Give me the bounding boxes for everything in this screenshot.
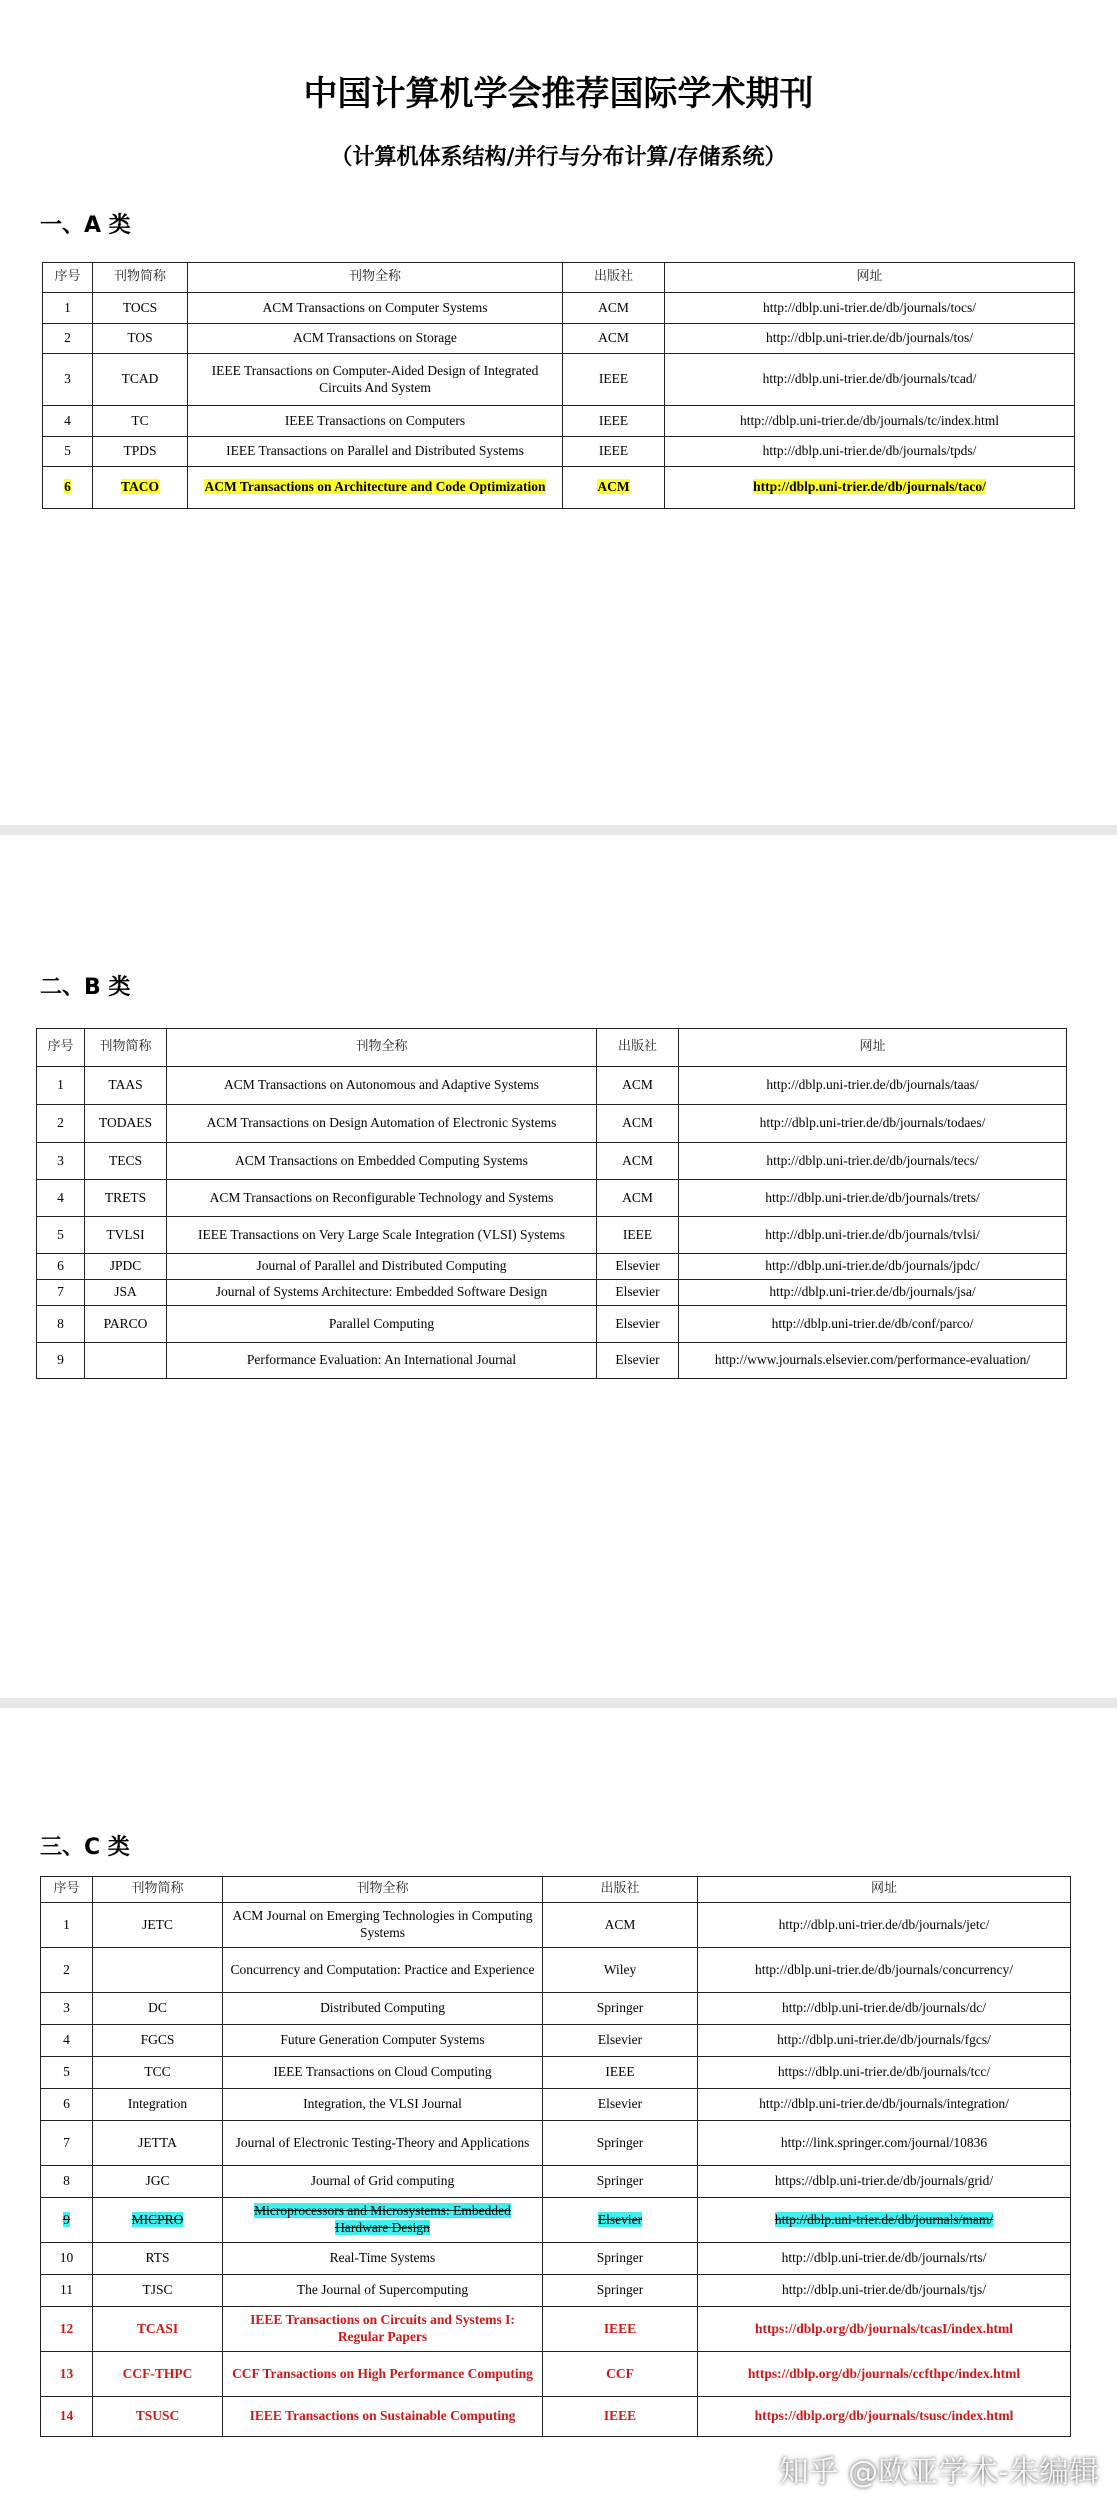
document-page-1 bbox=[0, 0, 1117, 825]
table-row bbox=[43, 406, 1075, 437]
cell-full: Distributed Computing bbox=[223, 1993, 543, 2025]
cell-url[interactable]: http://dblp.uni-trier.de/db/journals/tvlsi/ bbox=[679, 1217, 1067, 1254]
cell-url[interactable]: http://dblp.uni-trier.de/db/journals/tc/index.html bbox=[665, 406, 1075, 437]
col-header-url: 网址 bbox=[665, 263, 1075, 293]
cell-publisher: Elsevier bbox=[543, 2198, 698, 2243]
document-title: 中国计算机学会推荐国际学术期刊 bbox=[303, 74, 814, 114]
cell-url[interactable]: http://dblp.uni-trier.de/db/journals/taas/ bbox=[679, 1067, 1067, 1105]
cell-no: 3 bbox=[43, 354, 93, 406]
cell-full: ACM Journal on Emerging Technologies in Computing Systems bbox=[223, 1903, 543, 1948]
col-header-no: 序号 bbox=[37, 1029, 85, 1067]
cell-no: 3 bbox=[41, 1993, 93, 2025]
cell-abbr: DC bbox=[93, 1993, 223, 2025]
cell-abbr: TECS bbox=[85, 1143, 167, 1180]
table-row bbox=[43, 324, 1075, 354]
cell-abbr bbox=[85, 1343, 167, 1379]
col-header-full: 刊物全称 bbox=[188, 263, 563, 293]
cell-url[interactable]: http://dblp.uni-trier.de/db/journals/mam/ bbox=[698, 2198, 1071, 2243]
col-header-no: 序号 bbox=[43, 263, 93, 293]
cell-no: 2 bbox=[37, 1105, 85, 1143]
cell-no: 4 bbox=[41, 2025, 93, 2057]
cell-url[interactable]: http://dblp.uni-trier.de/db/journals/taco/ bbox=[665, 467, 1075, 509]
cell-full: Future Generation Computer Systems bbox=[223, 2025, 543, 2057]
table-row bbox=[37, 1343, 1067, 1379]
cell-no: 6 bbox=[37, 1254, 85, 1280]
table-row bbox=[43, 354, 1075, 406]
cell-publisher: IEEE bbox=[543, 2397, 698, 2437]
cell-no: 5 bbox=[41, 2057, 93, 2089]
table-row bbox=[37, 1105, 1067, 1143]
cell-url[interactable]: http://dblp.uni-trier.de/db/journals/tpds/ bbox=[665, 437, 1075, 467]
cell-publisher: CCF bbox=[543, 2352, 698, 2397]
col-header-full: 刊物全称 bbox=[223, 1877, 543, 1903]
cell-abbr: TODAES bbox=[85, 1105, 167, 1143]
cell-publisher: IEEE bbox=[563, 406, 665, 437]
table-row bbox=[41, 2089, 1071, 2121]
cell-publisher: Springer bbox=[543, 2243, 698, 2275]
cell-full: Journal of Electronic Testing-Theory and Applications bbox=[223, 2121, 543, 2166]
cell-publisher: IEEE bbox=[597, 1217, 679, 1254]
cell-publisher: Springer bbox=[543, 1993, 698, 2025]
cell-full: ACM Transactions on Computer Systems bbox=[188, 293, 563, 324]
table-row-struck bbox=[41, 2198, 1071, 2243]
cell-url[interactable]: http://dblp.uni-trier.de/db/journals/dc/ bbox=[698, 1993, 1071, 2025]
cell-full: IEEE Transactions on Sustainable Computing bbox=[223, 2397, 543, 2437]
table-row bbox=[41, 2275, 1071, 2307]
cell-no: 5 bbox=[37, 1217, 85, 1254]
cell-url[interactable]: http://dblp.uni-trier.de/db/journals/jpdc/ bbox=[679, 1254, 1067, 1280]
cell-abbr: TRETS bbox=[85, 1180, 167, 1217]
table-row bbox=[41, 2166, 1071, 2198]
cell-abbr: TOS bbox=[93, 324, 188, 354]
col-header-publisher: 出版社 bbox=[563, 263, 665, 293]
cell-no: 9 bbox=[41, 2198, 93, 2243]
cell-abbr: TPDS bbox=[93, 437, 188, 467]
cell-no: 4 bbox=[43, 406, 93, 437]
cell-abbr: JPDC bbox=[85, 1254, 167, 1280]
col-header-publisher: 出版社 bbox=[543, 1877, 698, 1903]
section-c-heading: 三、C 类 bbox=[40, 1835, 130, 1860]
table-b bbox=[36, 1028, 1067, 1379]
cell-url[interactable]: http://dblp.uni-trier.de/db/journals/tjs/ bbox=[698, 2275, 1071, 2307]
cell-no: 2 bbox=[43, 324, 93, 354]
cell-no: 6 bbox=[41, 2089, 93, 2121]
table-row bbox=[41, 2243, 1071, 2275]
cell-no: 7 bbox=[41, 2121, 93, 2166]
cell-no: 8 bbox=[37, 1306, 85, 1343]
cell-full: Concurrency and Computation: Practice and Experience bbox=[223, 1948, 543, 1993]
cell-publisher: Elsevier bbox=[543, 2025, 698, 2057]
cell-url[interactable]: http://dblp.uni-trier.de/db/journals/tos/ bbox=[665, 324, 1075, 354]
cell-full: IEEE Transactions on Circuits and Systems I: Regular Papers bbox=[223, 2307, 543, 2352]
cell-publisher: IEEE bbox=[563, 437, 665, 467]
cell-url[interactable]: http://dblp.uni-trier.de/db/journals/jetc/ bbox=[698, 1903, 1071, 1948]
table-row bbox=[41, 2121, 1071, 2166]
cell-no: 5 bbox=[43, 437, 93, 467]
cell-abbr: TVLSI bbox=[85, 1217, 167, 1254]
cell-url[interactable]: https://dblp.uni-trier.de/db/journals/tcc/ bbox=[698, 2057, 1071, 2089]
cell-abbr: Integration bbox=[93, 2089, 223, 2121]
cell-no: 1 bbox=[37, 1067, 85, 1105]
cell-publisher: ACM bbox=[563, 324, 665, 354]
cell-full: CCF Transactions on High Performance Computing bbox=[223, 2352, 543, 2397]
cell-publisher: Springer bbox=[543, 2121, 698, 2166]
col-header-abbr: 刊物简称 bbox=[85, 1029, 167, 1067]
table-row bbox=[41, 2025, 1071, 2057]
document-subtitle: （计算机体系结构/并行与分布计算/存储系统） bbox=[330, 145, 787, 170]
cell-full: ACM Transactions on Architecture and Code Optimization bbox=[188, 467, 563, 509]
cell-url[interactable]: http://dblp.uni-trier.de/db/journals/todaes/ bbox=[679, 1105, 1067, 1143]
table-row-new bbox=[41, 2397, 1071, 2437]
cell-abbr: MICPRO bbox=[93, 2198, 223, 2243]
cell-no: 14 bbox=[41, 2397, 93, 2437]
cell-no: 2 bbox=[41, 1948, 93, 1993]
col-header-full: 刊物全称 bbox=[167, 1029, 597, 1067]
cell-full: Journal of Parallel and Distributed Computing bbox=[167, 1254, 597, 1280]
table-a bbox=[42, 262, 1075, 509]
cell-publisher: Elsevier bbox=[597, 1306, 679, 1343]
cell-full: ACM Transactions on Autonomous and Adaptive Systems bbox=[167, 1067, 597, 1105]
col-header-url: 网址 bbox=[698, 1877, 1071, 1903]
cell-no: 4 bbox=[37, 1180, 85, 1217]
cell-full: Parallel Computing bbox=[167, 1306, 597, 1343]
cell-url[interactable]: http://dblp.uni-trier.de/db/journals/integration/ bbox=[698, 2089, 1071, 2121]
table-row bbox=[37, 1180, 1067, 1217]
cell-full: Integration, the VLSI Journal bbox=[223, 2089, 543, 2121]
cell-publisher: IEEE bbox=[563, 354, 665, 406]
table-row bbox=[41, 1993, 1071, 2025]
table-row-new bbox=[41, 2352, 1071, 2397]
cell-abbr: TACO bbox=[93, 467, 188, 509]
cell-abbr: TCAD bbox=[93, 354, 188, 406]
cell-no: 8 bbox=[41, 2166, 93, 2198]
cell-abbr: RTS bbox=[93, 2243, 223, 2275]
cell-no: 13 bbox=[41, 2352, 93, 2397]
table-row-highlighted bbox=[43, 467, 1075, 509]
col-header-no: 序号 bbox=[41, 1877, 93, 1903]
cell-url[interactable]: https://dblp.uni-trier.de/db/journals/grid/ bbox=[698, 2166, 1071, 2198]
cell-url[interactable]: http://dblp.uni-trier.de/db/journals/trets/ bbox=[679, 1180, 1067, 1217]
cell-full: ACM Transactions on Storage bbox=[188, 324, 563, 354]
cell-abbr: TC bbox=[93, 406, 188, 437]
table-row bbox=[37, 1067, 1067, 1105]
cell-publisher: ACM bbox=[543, 1903, 698, 1948]
watermark-text: 知乎 @欧亚学术-朱编辑 bbox=[778, 2455, 1099, 2490]
cell-no: 3 bbox=[37, 1143, 85, 1180]
cell-abbr bbox=[93, 1948, 223, 1993]
cell-url[interactable]: https://dblp.org/db/journals/tsusc/index.html bbox=[698, 2397, 1071, 2437]
cell-full: IEEE Transactions on Computers bbox=[188, 406, 563, 437]
cell-no: 6 bbox=[43, 467, 93, 509]
cell-abbr: CCF-THPC bbox=[93, 2352, 223, 2397]
table-row bbox=[37, 1280, 1067, 1306]
document-page-2 bbox=[0, 835, 1117, 1698]
cell-full: Performance Evaluation: An International Journal bbox=[167, 1343, 597, 1379]
cell-abbr: TJSC bbox=[93, 2275, 223, 2307]
cell-publisher: IEEE bbox=[543, 2307, 698, 2352]
cell-full: The Journal of Supercomputing bbox=[223, 2275, 543, 2307]
cell-full: Journal of Grid computing bbox=[223, 2166, 543, 2198]
table-row-new bbox=[41, 2307, 1071, 2352]
cell-no: 10 bbox=[41, 2243, 93, 2275]
cell-full: ACM Transactions on Design Automation of Electronic Systems bbox=[167, 1105, 597, 1143]
cell-full: IEEE Transactions on Parallel and Distributed Systems bbox=[188, 437, 563, 467]
cell-no: 1 bbox=[41, 1903, 93, 1948]
cell-url[interactable]: http://dblp.uni-trier.de/db/journals/fgcs/ bbox=[698, 2025, 1071, 2057]
cell-publisher: ACM bbox=[563, 467, 665, 509]
col-header-abbr: 刊物简称 bbox=[93, 1877, 223, 1903]
section-a-heading: 一、A 类 bbox=[40, 213, 131, 238]
cell-url[interactable]: http://www.journals.elsevier.com/performance-evaluation/ bbox=[679, 1343, 1067, 1379]
cell-full: IEEE Transactions on Computer-Aided Design of Integrated Circuits And System bbox=[188, 354, 563, 406]
cell-url[interactable]: http://dblp.uni-trier.de/db/journals/tcad/ bbox=[665, 354, 1075, 406]
cell-publisher: Elsevier bbox=[597, 1254, 679, 1280]
cell-url[interactable]: http://dblp.uni-trier.de/db/journals/jsa/ bbox=[679, 1280, 1067, 1306]
cell-url[interactable]: http://dblp.uni-trier.de/db/journals/concurrency/ bbox=[698, 1948, 1071, 1993]
cell-publisher: Wiley bbox=[543, 1948, 698, 1993]
cell-no: 12 bbox=[41, 2307, 93, 2352]
cell-abbr: FGCS bbox=[93, 2025, 223, 2057]
table-row bbox=[37, 1254, 1067, 1280]
cell-url[interactable]: http://dblp.uni-trier.de/db/journals/tecs/ bbox=[679, 1143, 1067, 1180]
cell-url[interactable]: http://dblp.uni-trier.de/db/journals/rts/ bbox=[698, 2243, 1071, 2275]
cell-abbr: JETTA bbox=[93, 2121, 223, 2166]
table-row bbox=[41, 1903, 1071, 1948]
cell-abbr: TSUSC bbox=[93, 2397, 223, 2437]
document-page-3 bbox=[0, 1708, 1117, 2501]
cell-url[interactable]: http://dblp.uni-trier.de/db/conf/parco/ bbox=[679, 1306, 1067, 1343]
cell-publisher: IEEE bbox=[543, 2057, 698, 2089]
cell-url[interactable]: http://dblp.uni-trier.de/db/journals/tocs/ bbox=[665, 293, 1075, 324]
cell-no: 9 bbox=[37, 1343, 85, 1379]
cell-publisher: ACM bbox=[597, 1105, 679, 1143]
cell-url[interactable]: https://dblp.org/db/journals/tcasI/index.html bbox=[698, 2307, 1071, 2352]
cell-full: Microprocessors and Microsystems: Embedded Hardware Design bbox=[223, 2198, 543, 2243]
cell-abbr: JSA bbox=[85, 1280, 167, 1306]
cell-publisher: Elsevier bbox=[597, 1343, 679, 1379]
cell-url[interactable]: http://link.springer.com/journal/10836 bbox=[698, 2121, 1071, 2166]
table-row bbox=[43, 437, 1075, 467]
table-row bbox=[43, 293, 1075, 324]
section-b-heading: 二、B 类 bbox=[40, 975, 131, 1000]
col-header-url: 网址 bbox=[679, 1029, 1067, 1067]
cell-publisher: ACM bbox=[563, 293, 665, 324]
table-row bbox=[41, 2057, 1071, 2089]
cell-no: 11 bbox=[41, 2275, 93, 2307]
cell-publisher: Elsevier bbox=[597, 1280, 679, 1306]
cell-full: Real-Time Systems bbox=[223, 2243, 543, 2275]
cell-abbr: TAAS bbox=[85, 1067, 167, 1105]
cell-no: 1 bbox=[43, 293, 93, 324]
cell-full: IEEE Transactions on Very Large Scale Integration (VLSI) Systems bbox=[167, 1217, 597, 1254]
cell-publisher: Elsevier bbox=[543, 2089, 698, 2121]
cell-abbr: TOCS bbox=[93, 293, 188, 324]
col-header-abbr: 刊物简称 bbox=[93, 263, 188, 293]
cell-full: IEEE Transactions on Cloud Computing bbox=[223, 2057, 543, 2089]
table-row bbox=[37, 1143, 1067, 1180]
cell-publisher: ACM bbox=[597, 1180, 679, 1217]
table-c bbox=[40, 1876, 1071, 2437]
cell-url[interactable]: https://dblp.org/db/journals/ccfthpc/index.html bbox=[698, 2352, 1071, 2397]
cell-abbr: PARCO bbox=[85, 1306, 167, 1343]
cell-abbr: TCASI bbox=[93, 2307, 223, 2352]
cell-abbr: TCC bbox=[93, 2057, 223, 2089]
cell-abbr: JETC bbox=[93, 1903, 223, 1948]
cell-full: ACM Transactions on Embedded Computing Systems bbox=[167, 1143, 597, 1180]
cell-full: Journal of Systems Architecture: Embedded Software Design bbox=[167, 1280, 597, 1306]
col-header-publisher: 出版社 bbox=[597, 1029, 679, 1067]
cell-publisher: ACM bbox=[597, 1067, 679, 1105]
cell-publisher: ACM bbox=[597, 1143, 679, 1180]
cell-publisher: Springer bbox=[543, 2166, 698, 2198]
table-row bbox=[41, 1948, 1071, 1993]
cell-abbr: JGC bbox=[93, 2166, 223, 2198]
table-row bbox=[37, 1306, 1067, 1343]
cell-publisher: Springer bbox=[543, 2275, 698, 2307]
cell-full: ACM Transactions on Reconfigurable Technology and Systems bbox=[167, 1180, 597, 1217]
cell-no: 7 bbox=[37, 1280, 85, 1306]
table-row bbox=[37, 1217, 1067, 1254]
